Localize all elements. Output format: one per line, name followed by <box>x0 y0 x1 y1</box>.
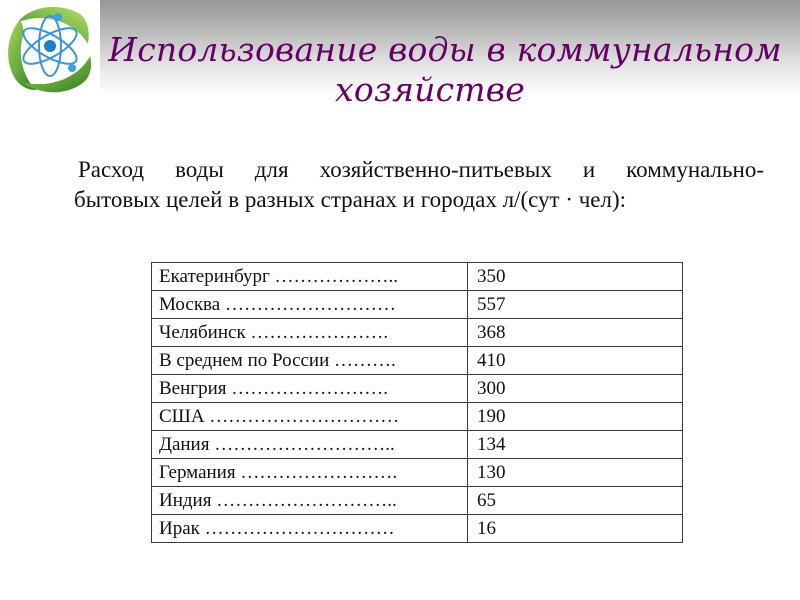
table-row <box>152 291 683 319</box>
water-consumption-table <box>151 262 683 543</box>
region-name-cell: Дания ……………………….. <box>152 431 468 459</box>
consumption-value-cell: 16 <box>468 515 683 543</box>
region-name-cell: Екатеринбург ……………….. <box>152 263 468 291</box>
table-row <box>152 263 683 291</box>
consumption-value-cell: 368 <box>468 319 683 347</box>
region-name-cell: В среднем по России ………. <box>152 347 468 375</box>
region-name-cell: Москва ……………………… <box>152 291 468 319</box>
table-row <box>152 375 683 403</box>
region-name-cell: США ………………………… <box>152 403 468 431</box>
table-row <box>152 431 683 459</box>
region-name-cell: Индия ……………………….. <box>152 487 468 515</box>
table-row <box>152 347 683 375</box>
page-title-line-2: хозяйстве <box>335 70 525 109</box>
table-row <box>152 487 683 515</box>
consumption-value-cell: 190 <box>468 403 683 431</box>
region-name-cell: Германия ……………………. <box>152 459 468 487</box>
consumption-value-cell: 557 <box>468 291 683 319</box>
intro-paragraph <box>74 155 764 215</box>
consumption-value-cell: 65 <box>468 487 683 515</box>
intro-line-1: Расход воды для хозяйственно-питьевых и коммунально- <box>78 157 764 182</box>
consumption-value-cell: 300 <box>468 375 683 403</box>
consumption-value-cell: 130 <box>468 459 683 487</box>
page-title <box>60 30 800 110</box>
page-title-line-1: Использование воды в коммунальном <box>108 30 782 69</box>
table-row <box>152 403 683 431</box>
table-row <box>152 319 683 347</box>
consumption-value-cell: 350 <box>468 263 683 291</box>
table-row <box>152 515 683 543</box>
table-row <box>152 459 683 487</box>
consumption-value-cell: 410 <box>468 347 683 375</box>
region-name-cell: Венгрия ……………………. <box>152 375 468 403</box>
region-name-cell: Челябинск …………………. <box>152 319 468 347</box>
intro-line-2: бытовых целей в разных странах и городах л/(сут · чел): <box>74 187 627 212</box>
consumption-value-cell: 134 <box>468 431 683 459</box>
region-name-cell: Ирак ………………………… <box>152 515 468 543</box>
